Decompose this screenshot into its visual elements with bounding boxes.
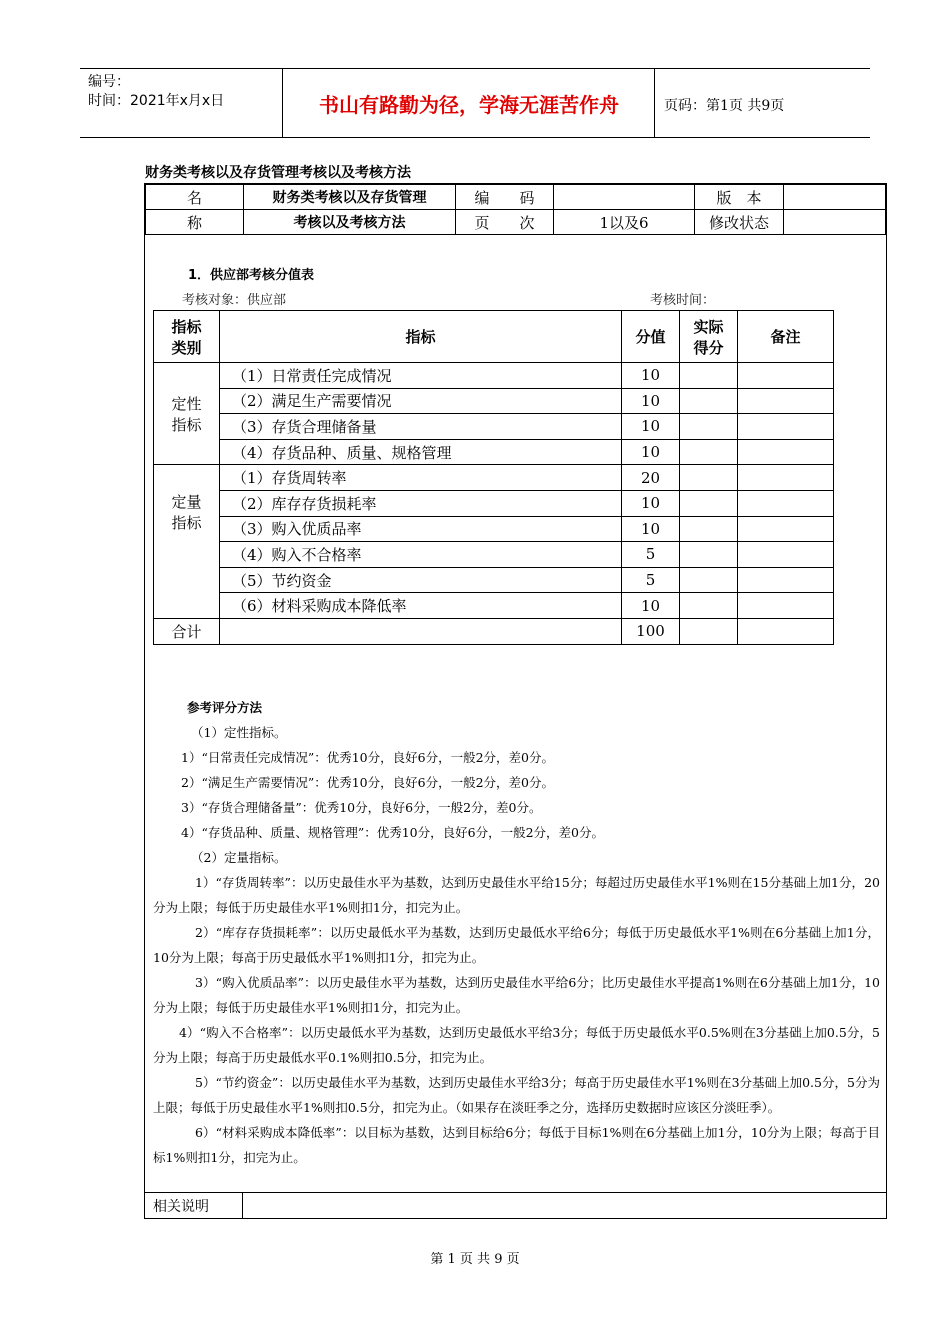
group-qualitative	[154, 363, 220, 465]
actual-cell	[680, 542, 738, 568]
header-actual	[680, 311, 738, 363]
method-item: 3）“存货合理储备量”：优秀10分，良好6分，一般2分，差0分。	[181, 800, 542, 815]
assessment-time-label: 考核时间：	[650, 293, 716, 308]
header-remark: 备注	[738, 311, 834, 363]
status-label: 修改状态	[695, 210, 784, 235]
method-item: 4）“购入不合格率”：以历史最低水平为基数，达到历史最低水平给3分；每低于历史最低水平0.5%则在3分基础上加0.5分，5分为上限；每高于历史最低水平0.1%则扣0.5分，扣完为止。	[153, 1025, 880, 1065]
actual-cell	[680, 465, 738, 491]
name-value: 财务类考核以及存货管理	[244, 185, 456, 210]
method-item: 5）“节约资金”：以历史最佳水平为基数，达到历史最佳水平给3分；每高于历史最佳水平1%则在3分基础上加0.5分，5分为上限；每低于历史最佳水平1%则扣0.5分，扣完为止。（如果存在淡旺季之分，选择历史数据时应该区分淡旺季）。	[153, 1075, 880, 1115]
remark-cell	[738, 542, 834, 568]
total-blank	[220, 618, 622, 644]
total-row	[154, 618, 834, 644]
table-row	[154, 490, 834, 516]
code-value	[554, 185, 695, 210]
page-header	[80, 68, 870, 138]
page-label: 页 次	[456, 210, 554, 235]
remark-cell	[738, 490, 834, 516]
actual-cell	[680, 414, 738, 440]
method-item: 2）“库存存货损耗率”：以历史最低水平为基数，达到历史最低水平给6分；每低于历史最低水平1%则在6分基础上加1分，10分为上限；每高于历史最低水平1%则扣1分，扣完为止。	[153, 925, 880, 965]
score-cell: 5	[622, 567, 680, 593]
actual-cell	[680, 439, 738, 465]
actual-cell	[680, 490, 738, 516]
group-label: 定性	[171, 394, 202, 413]
table-row	[154, 516, 834, 542]
table-row	[154, 414, 834, 440]
remark-cell	[738, 593, 834, 619]
remark-cell	[738, 363, 834, 389]
score-cell: 10	[622, 363, 680, 389]
total-label: 合计	[154, 618, 220, 644]
notes-column-divider	[242, 1192, 243, 1218]
remark-cell	[738, 414, 834, 440]
page-footer: 第 1 页 共 9 页	[430, 1252, 520, 1267]
indicator-cell: （3）存货合理储备量	[220, 414, 622, 440]
table-row	[154, 542, 834, 568]
status-value	[784, 210, 886, 235]
qualitative-title: （1）定性指标。	[191, 725, 287, 740]
indicator-cell: （4）存货品种、质量、规格管理	[220, 439, 622, 465]
header-category-line: 类别	[171, 338, 202, 357]
remark-cell	[738, 439, 834, 465]
name-value: 考核以及考核方法	[244, 210, 456, 235]
version-label: 版 本	[695, 185, 784, 210]
header-divider	[654, 69, 655, 137]
notes-divider	[145, 1192, 886, 1193]
method-item: 1）“存货周转率”：以历史最佳水平为基数，达到历史最佳水平给15分；每超过历史最佳水平1%则在15分基础上加1分，20分为上限；每低于历史最佳水平1%则扣1分，扣完为止。	[153, 875, 880, 915]
subject-label: 考核对象：供应部	[182, 293, 287, 308]
actual-cell	[680, 593, 738, 619]
header-info	[88, 73, 224, 111]
score-cell: 10	[622, 439, 680, 465]
score-cell: 20	[622, 465, 680, 491]
indicator-cell: （1）存货周转率	[220, 465, 622, 491]
score-cell: 10	[622, 516, 680, 542]
indicator-cell: （4）购入不合格率	[220, 542, 622, 568]
version-value	[784, 185, 886, 210]
method-item: 4）“存货品种、质量、规格管理”：优秀10分，良好6分，一般2分，差0分。	[181, 825, 604, 840]
code-label: 编 码	[456, 185, 554, 210]
score-cell: 10	[622, 593, 680, 619]
score-cell: 10	[622, 490, 680, 516]
header-category-line: 指标	[171, 317, 202, 336]
related-notes-label: 相关说明	[153, 1199, 209, 1215]
table-row	[154, 593, 834, 619]
table-row	[154, 363, 834, 389]
document-title: 财务类考核以及存货管理考核以及考核方法	[145, 165, 411, 181]
table-row	[154, 439, 834, 465]
actual-cell	[680, 516, 738, 542]
remark-cell	[738, 567, 834, 593]
table-row	[154, 465, 834, 491]
remark-cell	[738, 618, 834, 644]
header-actual-line: 实际	[693, 317, 724, 336]
method-item: 3）“购入优质品率”：以历史最佳水平为基数，达到历史最佳水平给6分；比历史最佳水平提高1%则在6分基础上加1分，10分为上限；每低于历史最佳水平1%则扣1分，扣完为止。	[153, 975, 880, 1015]
indicator-cell: （2）满足生产需要情况	[220, 388, 622, 414]
table-row	[154, 567, 834, 593]
group-label: 指标	[171, 415, 202, 434]
page-value: 1以及6	[554, 210, 695, 235]
group-label: 定量	[171, 493, 202, 512]
group-quantitative	[154, 465, 220, 619]
meta-table	[145, 184, 886, 235]
group-label: 指标	[171, 514, 202, 533]
code-label: 编号：	[88, 74, 130, 90]
quantitative-title: （2）定量指标。	[191, 850, 287, 865]
header-indicator: 指标	[220, 311, 622, 363]
actual-cell	[680, 618, 738, 644]
actual-cell	[680, 388, 738, 414]
header-motto: 书山有路勤为径，学海无涯苦作舟	[319, 92, 619, 117]
table-row	[154, 388, 834, 414]
remark-cell	[738, 465, 834, 491]
indicator-cell: （1）日常责任完成情况	[220, 363, 622, 389]
date-label: 时间：2021年x月x日	[88, 93, 225, 109]
scoring-method	[153, 695, 880, 1170]
total-value: 100	[622, 618, 680, 644]
remark-cell	[738, 516, 834, 542]
score-cell: 10	[622, 414, 680, 440]
method-item: 6）“材料采购成本降低率”：以目标为基数，达到目标给6分；每低于目标1%则在6分基础上加1分，10分为上限；每高于目标1%则扣1分，扣完为止。	[153, 1125, 880, 1165]
section-title: 1．供应部考核分值表	[188, 268, 315, 283]
method-item: 2）“满足生产需要情况”：优秀10分，良好6分，一般2分，差0分。	[181, 775, 554, 790]
indicator-cell: （6）材料采购成本降低率	[220, 593, 622, 619]
name-label: 名	[146, 185, 244, 210]
indicator-cell: （5）节约资金	[220, 567, 622, 593]
header-divider	[282, 69, 283, 137]
method-item: 1）“日常责任完成情况”：优秀10分，良好6分，一般2分，差0分。	[181, 750, 554, 765]
header-actual-line: 得分	[693, 338, 724, 357]
remark-cell	[738, 388, 834, 414]
name-label: 称	[146, 210, 244, 235]
actual-cell	[680, 363, 738, 389]
score-cell: 5	[622, 542, 680, 568]
indicator-cell: （3）购入优质品率	[220, 516, 622, 542]
header-page-info: 页码：第1页 共9页	[664, 98, 785, 114]
indicator-cell: （2）库存存货损耗率	[220, 490, 622, 516]
score-cell: 10	[622, 388, 680, 414]
header-category	[154, 311, 220, 363]
score-table	[153, 310, 834, 645]
method-title: 参考评分方法	[187, 700, 263, 715]
actual-cell	[680, 567, 738, 593]
header-score: 分值	[622, 311, 680, 363]
